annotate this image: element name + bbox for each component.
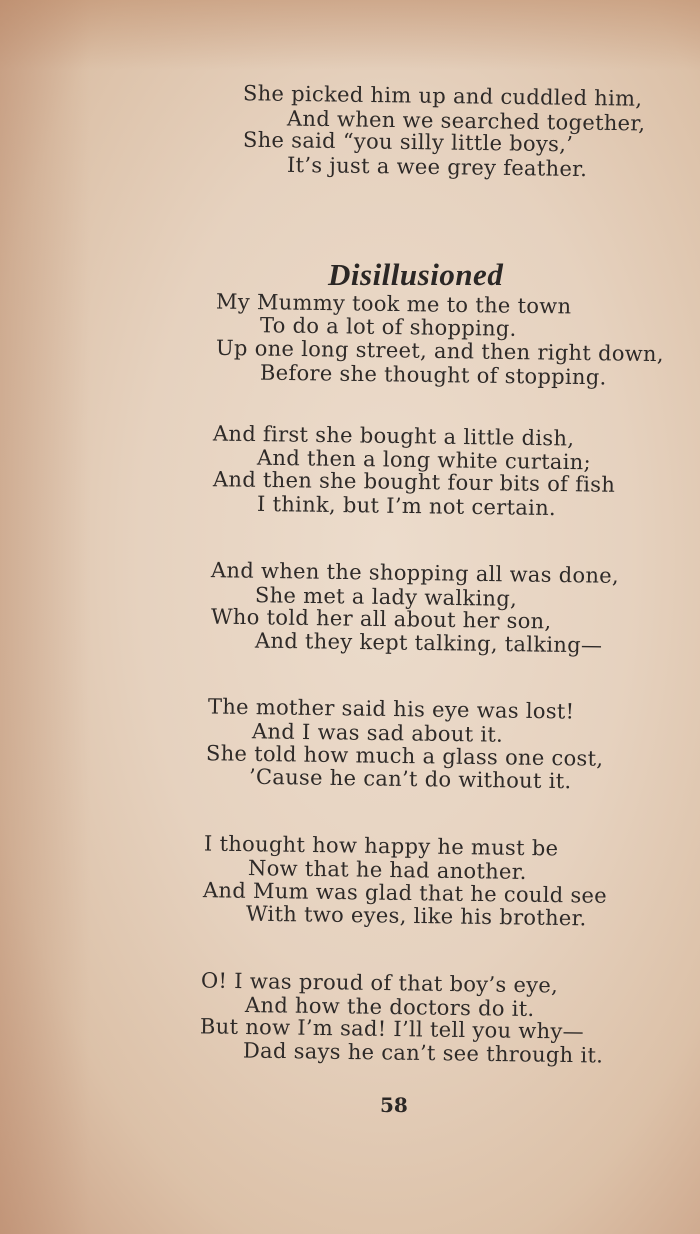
poem-line: And when the shopping all was done,	[210, 558, 620, 588]
poem-line: And they kept talking, talking—	[254, 628, 603, 658]
poem-line: She picked him up and cuddled him,	[242, 81, 643, 111]
poem-line: To do a lot of shopping.	[259, 313, 517, 341]
poem-line: She met a lady walking,	[254, 583, 518, 611]
poem-line: Up one long street, and then right down,	[215, 335, 664, 367]
poem-line: O! I was proud of that boy’s eye,	[200, 968, 559, 998]
poem-line: It’s just a wee grey feather.	[286, 152, 588, 182]
poem-line: And when we searched together,	[286, 106, 646, 136]
poem-line: I thought how happy he must be	[203, 831, 559, 861]
poem-line: And first she bought a little dish,	[212, 421, 575, 451]
page-gutter-shading	[0, 0, 90, 1234]
poem-line: She told how much a glass one cost,	[205, 741, 604, 771]
poem-line: But now I’m sad! I’ll tell you why—	[199, 1014, 585, 1044]
poem-line: I think, but I’m not certain.	[256, 491, 557, 521]
poem-line: With two eyes, like his brother.	[245, 901, 587, 931]
poem-line: And how the doctors do it.	[244, 992, 535, 1022]
poem-line: She said “you silly little boys,’	[242, 127, 574, 157]
page-number: 58	[380, 1093, 408, 1117]
poem-line: And then a long white curtain;	[256, 445, 592, 475]
poem-line: Before she thought of stopping.	[259, 360, 607, 390]
poem-title: Disillusioned	[328, 256, 504, 292]
poem-line: And Mum was glad that he could see	[202, 878, 608, 908]
poem-line: My Mummy took me to the town	[215, 289, 572, 319]
poem-line: And then she bought four bits of fish	[212, 467, 616, 497]
poem-line: Dad says he can’t see through it.	[242, 1038, 604, 1068]
page-edge-shading	[0, 0, 700, 70]
poem-line: The mother said his eye was lost!	[207, 694, 575, 724]
poem-line: ’Cause he can’t do without it.	[248, 764, 572, 794]
poem-line: Who told her all about her son,	[210, 604, 552, 634]
poem-line: Now that he had another.	[247, 856, 527, 884]
poem-line: And I was sad about it.	[251, 719, 504, 747]
